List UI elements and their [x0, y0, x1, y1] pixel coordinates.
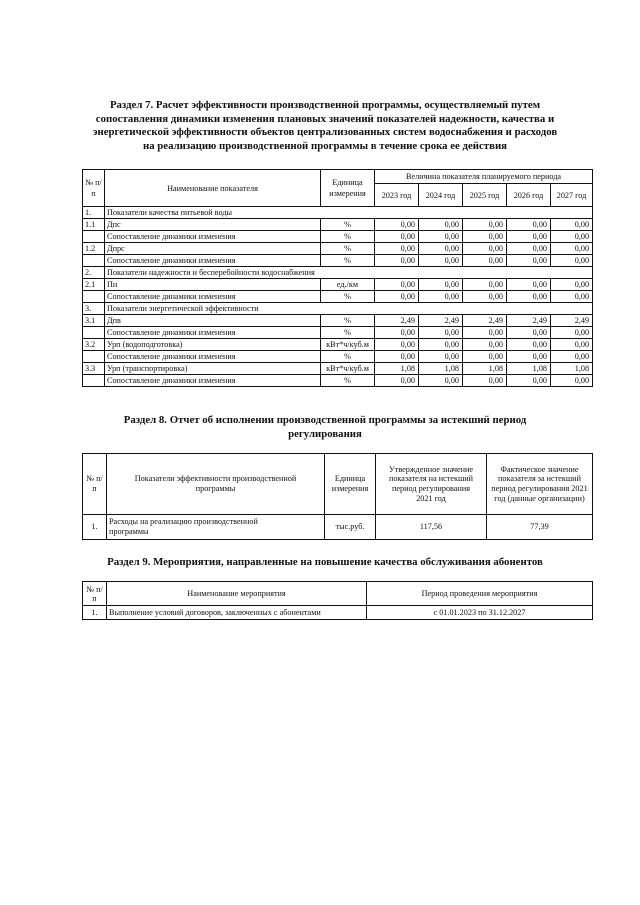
- row-value: 0,00: [463, 243, 507, 255]
- row-value: 0,00: [551, 279, 593, 291]
- row-unit: ед./км: [321, 279, 375, 291]
- row-value: 0,00: [551, 291, 593, 303]
- header-year: 2023 год: [375, 184, 419, 207]
- row-num: [83, 231, 105, 243]
- section7-title-line: сопоставления динамики изменения плановых значений показателей надежности, качества и: [95, 112, 555, 125]
- row-value: 0,00: [419, 219, 463, 231]
- row-value: 0,00: [551, 375, 593, 387]
- row-value: 2,49: [419, 315, 463, 327]
- header-num: № п/п: [83, 582, 107, 606]
- row-value: 0,00: [419, 231, 463, 243]
- row-num: 3.: [83, 303, 105, 315]
- row-value: 0,00: [375, 291, 419, 303]
- row-value: 0,00: [551, 351, 593, 363]
- header-period: Величина показателя планируемого периода: [375, 170, 593, 184]
- row-name: Сопоставление динамики изменения: [105, 231, 321, 243]
- table-row: [83, 515, 593, 540]
- row-value: 0,00: [551, 219, 593, 231]
- table-row: [83, 279, 593, 291]
- group-row: [83, 267, 593, 279]
- row-unit: %: [321, 243, 375, 255]
- row-value: 0,00: [419, 375, 463, 387]
- table-row: [83, 363, 593, 375]
- row-num: 1.: [83, 207, 105, 219]
- row-name: Пн: [105, 279, 321, 291]
- row-value: 0,00: [463, 279, 507, 291]
- header-year: 2024 год: [419, 184, 463, 207]
- table-row: [83, 327, 593, 339]
- row-num: 1.: [83, 606, 107, 620]
- header-num: № п/ п: [83, 170, 105, 207]
- header-approved: Утвержденное значение показателя на истекший период регулирования 2021 год: [376, 454, 487, 515]
- row-name: Сопоставление динамики изменения: [105, 291, 321, 303]
- row-name: Сопоставление динамики изменения: [105, 351, 321, 363]
- row-num: 3.1: [83, 315, 105, 327]
- row-value: 0,00: [375, 351, 419, 363]
- row-num: 3.3: [83, 363, 105, 375]
- row-actual: 77,39: [487, 515, 593, 540]
- row-name: Сопоставление динамики изменения: [105, 255, 321, 267]
- row-value: 0,00: [507, 279, 551, 291]
- row-value: 0,00: [507, 351, 551, 363]
- row-approved: 117,56: [376, 515, 487, 540]
- row-value: 1,08: [375, 363, 419, 375]
- row-value: 0,00: [507, 291, 551, 303]
- table-row: [83, 606, 593, 620]
- section9-title-line: Раздел 9. Мероприятия, направленные на повышение качества обслуживания абонентов: [107, 556, 543, 568]
- row-value: 0,00: [375, 243, 419, 255]
- row-value: 0,00: [507, 327, 551, 339]
- row-name: Сопоставление динамики изменения: [105, 327, 321, 339]
- row-value: 1,08: [507, 363, 551, 375]
- table-row: [83, 231, 593, 243]
- row-num: [83, 375, 105, 387]
- row-num: 1.2: [83, 243, 105, 255]
- group-row: [83, 303, 593, 315]
- row-value: 1,08: [463, 363, 507, 375]
- row-unit: %: [321, 375, 375, 387]
- table-row: [83, 339, 593, 351]
- table-row: [83, 219, 593, 231]
- row-num: [83, 327, 105, 339]
- row-value: 0,00: [419, 243, 463, 255]
- row-num: 2.: [83, 267, 105, 279]
- header-name: Показатели эффективности производственной программы: [107, 454, 325, 515]
- row-value: 0,00: [507, 255, 551, 267]
- row-value: 2,49: [551, 315, 593, 327]
- row-value: 0,00: [551, 243, 593, 255]
- row-value: 0,00: [463, 339, 507, 351]
- row-unit: %: [321, 255, 375, 267]
- row-unit: %: [321, 291, 375, 303]
- row-value: 2,49: [375, 315, 419, 327]
- table-row: [83, 255, 593, 267]
- row-value: 2,49: [463, 315, 507, 327]
- header-year: 2027 год: [551, 184, 593, 207]
- row-value: 0,00: [507, 375, 551, 387]
- table-row: [83, 375, 593, 387]
- row-name: Расходы на реализацию производственной программы: [107, 515, 325, 540]
- row-num: [83, 255, 105, 267]
- row-num: [83, 291, 105, 303]
- row-value: 0,00: [551, 327, 593, 339]
- row-value: 2,49: [507, 315, 551, 327]
- row-unit: %: [321, 219, 375, 231]
- row-value: 0,00: [463, 327, 507, 339]
- row-value: 1,08: [419, 363, 463, 375]
- section9-table: [82, 581, 593, 620]
- row-value: 0,00: [419, 351, 463, 363]
- row-value: 0,00: [463, 255, 507, 267]
- row-value: 0,00: [463, 375, 507, 387]
- row-value: 0,00: [419, 291, 463, 303]
- row-value: 0,00: [375, 279, 419, 291]
- header-name: Наименование показателя: [105, 170, 321, 207]
- header-actual: Фактическое значение показателя за истекший период регулирования 2021 год (данные организации): [487, 454, 593, 515]
- row-name: Выполнение условий договоров, заключенных с абонентами: [107, 606, 367, 620]
- row-unit: тыс.руб.: [325, 515, 376, 540]
- row-num: 1.: [83, 515, 107, 540]
- row-unit: %: [321, 231, 375, 243]
- row-num: 2.1: [83, 279, 105, 291]
- row-value: 0,00: [551, 339, 593, 351]
- row-unit: кВт*ч/куб.м: [321, 339, 375, 351]
- section7-title: [70, 99, 580, 153]
- row-value: 0,00: [463, 231, 507, 243]
- header-num: № п/п: [83, 454, 107, 515]
- group-name: Показатели качества питьевой воды: [105, 207, 593, 219]
- row-value: 0,00: [375, 327, 419, 339]
- row-name: Дпс: [105, 219, 321, 231]
- row-unit: %: [321, 315, 375, 327]
- row-unit: %: [321, 351, 375, 363]
- table-row: [83, 315, 593, 327]
- row-value: 0,00: [463, 351, 507, 363]
- table-row: [83, 351, 593, 363]
- header-period: Период проведения мероприятия: [367, 582, 593, 606]
- row-num: 1.1: [83, 219, 105, 231]
- row-value: 0,00: [507, 219, 551, 231]
- header-year: 2025 год: [463, 184, 507, 207]
- row-value: 1,08: [551, 363, 593, 375]
- row-value: 0,00: [419, 327, 463, 339]
- row-num: [83, 351, 105, 363]
- row-value: 0,00: [375, 231, 419, 243]
- row-value: 0,00: [419, 339, 463, 351]
- row-unit: %: [321, 327, 375, 339]
- row-value: 0,00: [419, 279, 463, 291]
- row-value: 0,00: [507, 339, 551, 351]
- table-row: [83, 243, 593, 255]
- row-value: 0,00: [419, 255, 463, 267]
- header-year: 2026 год: [507, 184, 551, 207]
- header-name: Наименование мероприятия: [107, 582, 367, 606]
- row-period: с 01.01.2023 по 31.12.2027: [367, 606, 593, 620]
- row-value: 0,00: [463, 219, 507, 231]
- header-unit: Единица измерения: [325, 454, 376, 515]
- row-num: 3.2: [83, 339, 105, 351]
- table-row: [83, 291, 593, 303]
- row-value: 0,00: [375, 219, 419, 231]
- row-value: 0,00: [551, 231, 593, 243]
- row-name: Урп (транспортировка): [105, 363, 321, 375]
- row-value: 0,00: [507, 231, 551, 243]
- section9-title: [70, 556, 580, 570]
- group-row: [83, 207, 593, 219]
- section7-title-line: энергетической эффективности объектов централизованных систем водоснабжения и расходов: [92, 126, 558, 139]
- row-name: Дпв: [105, 315, 321, 327]
- section7-title-line: на реализацию производственной программы в течение срока ее действия: [142, 139, 508, 152]
- section8-title-line: Раздел 8. Отчет об исполнении производственной программы за истекший период: [123, 414, 527, 426]
- section8-title: [70, 414, 580, 441]
- section8-table: [82, 453, 593, 540]
- section8-title-line: регулирования: [288, 427, 362, 440]
- row-unit: кВт*ч/куб.м: [321, 363, 375, 375]
- row-value: 0,00: [375, 339, 419, 351]
- row-name: Дпрс: [105, 243, 321, 255]
- section7-title-line: Раздел 7. Расчет эффективности производственной программы, осуществляемый путем: [109, 99, 541, 111]
- group-name: Показатели энергетической эффективности: [105, 303, 593, 315]
- row-name: Сопоставление динамики изменения: [105, 375, 321, 387]
- row-value: 0,00: [551, 255, 593, 267]
- row-value: 0,00: [507, 243, 551, 255]
- row-value: 0,00: [463, 291, 507, 303]
- row-name: Урп (водоподготовка): [105, 339, 321, 351]
- section7-table: [82, 169, 593, 387]
- header-unit: Единица измерения: [321, 170, 375, 207]
- group-name: Показатели надежности и бесперебойности водоснабжения: [105, 267, 593, 279]
- row-value: 0,00: [375, 375, 419, 387]
- row-value: 0,00: [375, 255, 419, 267]
